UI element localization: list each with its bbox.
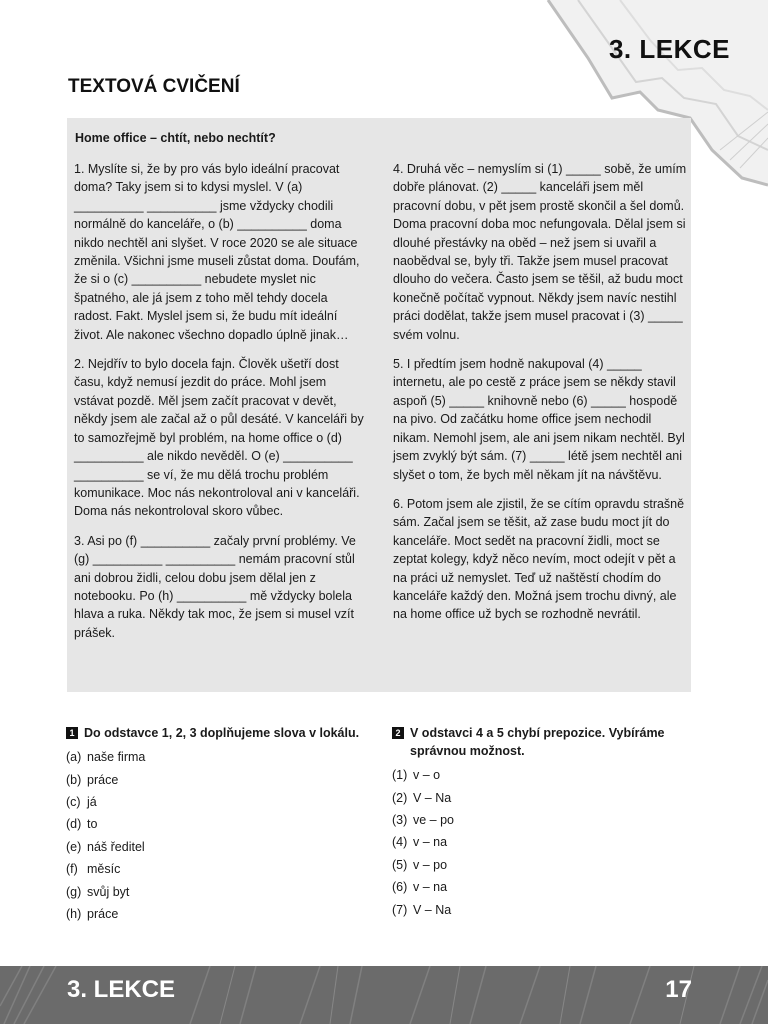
exercise-option: (6) v – na [392, 880, 448, 895]
reading-box [67, 118, 691, 692]
exercise-number-badge: 1 [66, 727, 78, 739]
exercise-number-badge: 2 [392, 727, 404, 739]
paragraph-6: 6. Potom jsem ale zjistil, že se cítím opravdu strašně sám. Začal jsem se těšit, až zase budu moct jít do kanceláře. Moct sedět na pracovní židli, moct se zeptat kolegy, když něco nevím, moct odejít v pět a na práci už nemyslet. Teď už naštěstí chodím do kanceláře každý den. Možná jsem trochu divný, ale na home office už bych se rozhodně nevrátil. [393, 496, 685, 622]
exercise-option: (7) V – Na [392, 902, 452, 917]
paragraph-3: 3. Asi po (f) __________ začaly první problémy. Ve (g) __________ __________ nemám pracovní stůl ani dobrou židli, celou dobu jsem dělal jen z notebooku. Po (h) __________ mě vždycky bolela hlava a ruka. Někdy tak moc, že jsem si musel vzít prášek. [74, 533, 356, 640]
exercise-option: (4) v – na [392, 835, 448, 850]
exercise-option: (e) náš ředitel [66, 839, 145, 854]
exercise-option: (d) to [66, 817, 98, 832]
exercise-option: (5) v – po [392, 857, 448, 872]
exercise-option: (2) V – Na [392, 790, 452, 805]
paragraph-5: 5. I předtím jsem hodně nakupoval (4) _____ internetu, ale po cestě z práce jsem se někdy stavil aspoň (5) _____ knihovně nebo (6) _____ hospodě na pivo. Od začátku home office jsem nechodil nikam. Nemohl jsem, ale ani jsem nikam nechtěl. Byl jsem zvyklý být sám. (7) _____ létě jsem nechtěl ani slyšet o tom, že bych měl někam jít na návštěvu. [393, 357, 685, 482]
paragraph-4: 4. Druhá věc – nemyslím si (1) _____ sobě, že umím dobře plánovat. (2) _____ kanceláři jsem měl pracovní dobu, v pět jsem prostě skončil a šel domů. Doma pracovní doba moc nefungovala. Dělal jsem si dlouhé přestávky na oběd – než jsem si uvařil a naobědval se, byly tři. Takže jsem musel pracovat dlouho do večera. Často jsem se těšil, až budu moct konečně počítač vypnout. Někdy jsem navíc nestihl práci dodělat, takže jsem musel pracovat i (3) _____ svém volnu. [393, 162, 687, 342]
exercise-2-instruction: V odstavci 4 a 5 chybí prepozice. Vybíráme správnou možnost. [410, 726, 665, 758]
reading-column-right [393, 160, 687, 635]
exercise-option: (f) měsíc [66, 862, 121, 877]
exercise-option: (h) práce [66, 906, 119, 921]
exercise-option: (b) práce [66, 772, 119, 787]
lesson-header: 3. LEKCE [608, 34, 730, 64]
reading-title: Home office – chtít, nebo nechtít? [75, 131, 276, 145]
paragraph-1: 1. Myslíte si, že by pro vás bylo ideální pracovat doma? Taky jsem si to kdysi myslel. V (a) __________ __________ jsme vždycky chodili normálně do kanceláře, o (b) __________ doma nikdo nechtěl ani slyšet. V roce 2020 se ale situace změnila. Všichni jsme museli zůstat doma. Doufám, že si o (c) __________ nebudete myslet nic špatného, ale já jsem z toho měl tehdy docela radost. Fakt. Myslel jsem si, že budu mít ideální život. Ale nakonec všechno dopadlo úplně jinak… [74, 162, 360, 342]
exercise-2 [392, 724, 692, 921]
exercise-option: (g) svůj byt [66, 884, 130, 899]
section-title: TEXTOVÁ CVIČENÍ [68, 76, 240, 97]
exercise-option: (1) v – o [392, 768, 441, 783]
reading-column-left [74, 160, 368, 653]
exercise-1 [66, 724, 366, 925]
exercise-option: (3) ve – po [392, 812, 455, 827]
exercise-1-instruction: Do odstavce 1, 2, 3 doplňujeme slova v lokálu. [84, 726, 360, 740]
exercise-option: (c) já [66, 794, 97, 809]
footer-lesson-label: 3. LEKCE [67, 976, 176, 1003]
paragraph-2: 2. Nejdřív to bylo docela fajn. Člověk ušetří dost času, když nemusí jezdit do práce. Mohl jsem vstávat pozdě. Měl jsem začít pracovat v devět, někdy jsem ale začal až o půl desáté. V kanceláři by to samozřejmě byl problém, na home office o (d) __________ ale nikdo nevěděl. O (e) __________ __________ se ví, že mu dělá trochu problém komunikace. Moc nás nekontroloval ani v kanceláři. Doma nás nekontroloval skoro vůbec. [74, 357, 364, 519]
page-number: 17 [665, 976, 692, 1003]
exercise-option: (a) naše firma [66, 750, 146, 765]
